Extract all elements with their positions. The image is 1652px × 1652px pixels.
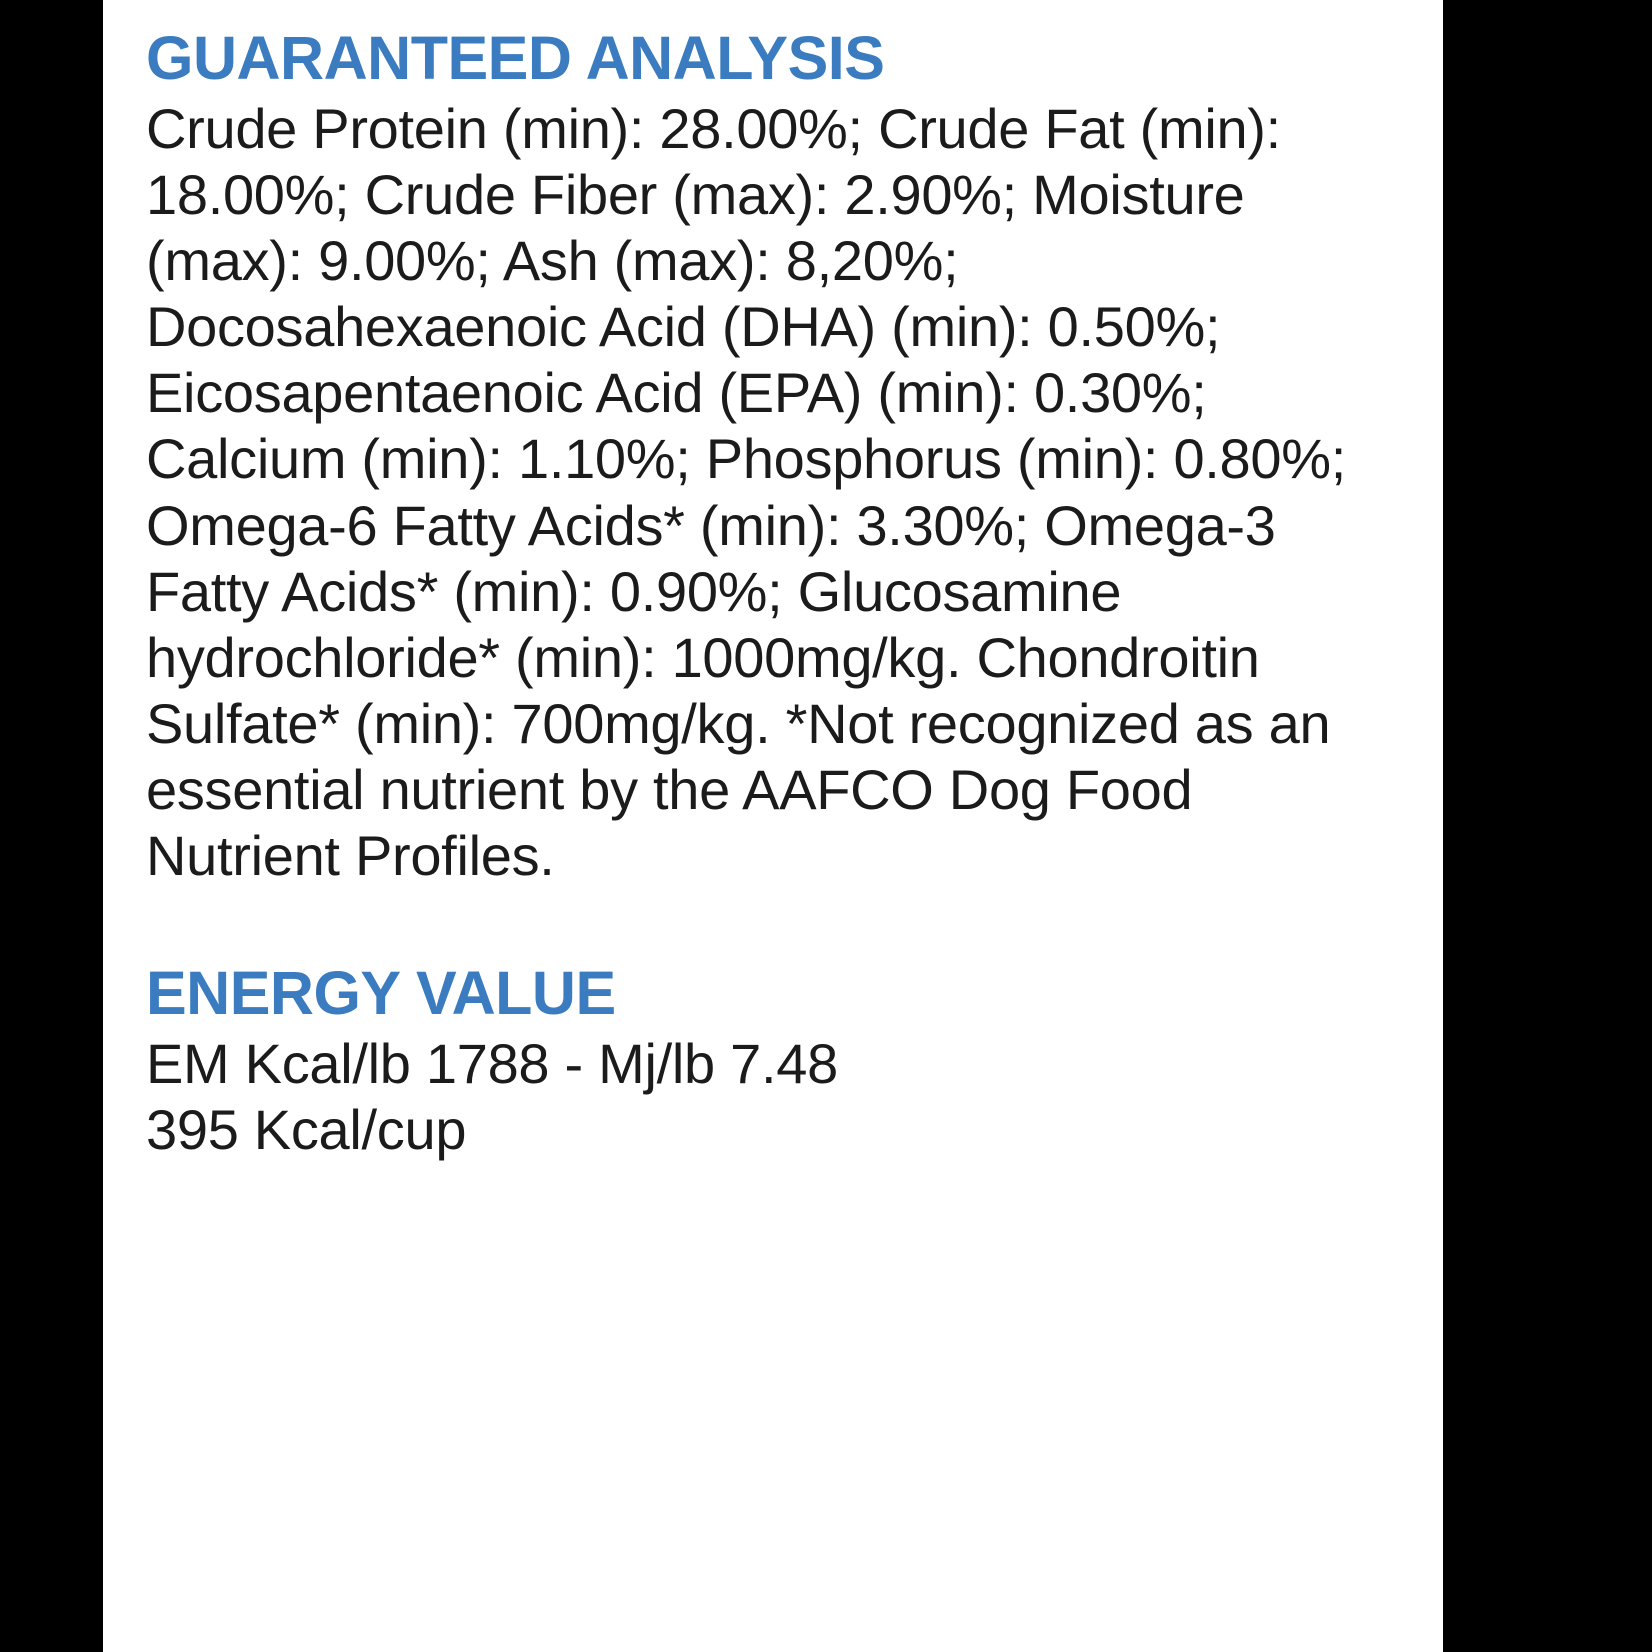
energy-value-line-1: EM Kcal/lb 1788 - Mj/lb 7.48 [146,1032,838,1096]
label-panel [103,0,1443,1652]
energy-value-heading: ENERGY VALUE [146,958,616,1027]
energy-value-line-2: 395 Kcal/cup [146,1098,467,1162]
guaranteed-analysis-heading: GUARANTEED ANALYSIS [146,24,885,92]
guaranteed-analysis-body: Crude Protein (min): 28.00%; Crude Fat (min): 18.00%; Crude Fiber (max): 2.90%; Moisture (max): 9.00%; Ash (max): 8,20%; Docosahexaenoic Acid (DHA) (min): 0.50%; Eicosapentaenoic Acid (EPA) (min): 0.30%; Calcium (min): 1.10%; Phosphorus (min): 0.80%; Omega-6 Fatty Acids* (min): 3.30%; Omega-3 Fatty Acids* (min): 0.90%; Glucosamine hydrochloride* (min): 1000mg/kg. Chondroitin Sulfate* (min): 700mg/kg. *Not recognized as an essential nutrient by the AAFCO Dog Food Nutrient Profiles. [146,97,1346,887]
section-spacer [146,889,1403,961]
